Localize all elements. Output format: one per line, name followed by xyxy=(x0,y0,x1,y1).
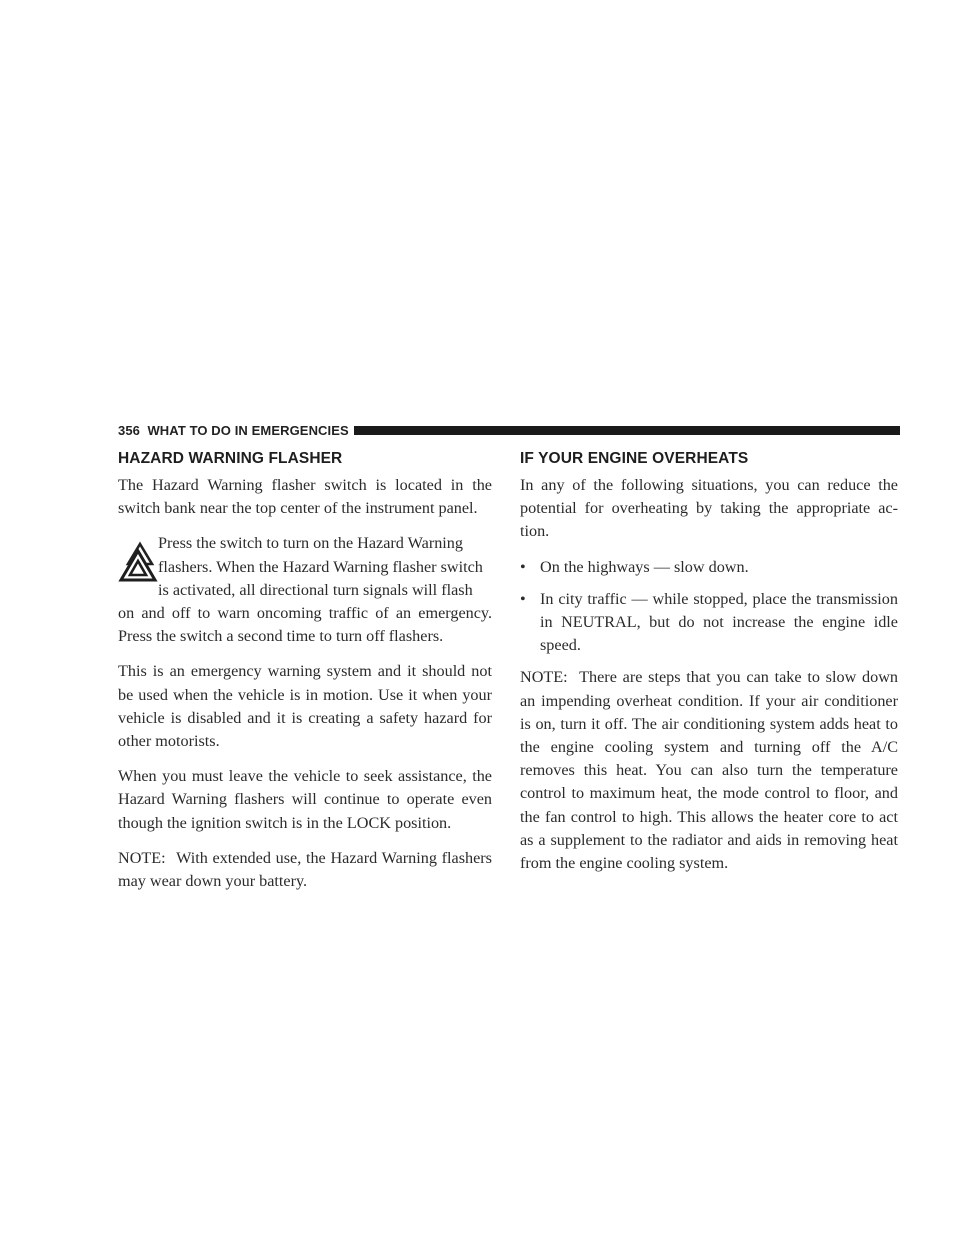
list-item: • On the highways — slow down. xyxy=(520,556,898,579)
left-column xyxy=(118,450,492,905)
overheat-note xyxy=(520,666,898,875)
warn-line-3: is activated, all directional turn signals will flash xyxy=(158,580,473,599)
hazard-intro: The Hazard Warning flasher switch is located in the switch bank near the top center of the instrument panel. xyxy=(118,476,492,518)
overheat-heading: IF YOUR ENGINE OVERHEATS xyxy=(520,450,749,467)
right-column xyxy=(520,450,898,887)
hazard-heading: HAZARD WARNING FLASHER xyxy=(118,450,343,467)
warn-line-1: Press the switch to turn on the Hazard Warning xyxy=(158,534,463,553)
note-label: NOTE: xyxy=(118,848,166,867)
running-head-label xyxy=(118,423,349,438)
overheat-bullet-list xyxy=(520,556,898,658)
header-rule xyxy=(354,426,900,435)
page-number: 356 xyxy=(118,422,140,438)
note-text: With extended use, the Hazard Warning flashers may wear down your battery. xyxy=(118,848,492,891)
section-title: WHAT TO DO IN EMERGENCIES xyxy=(147,422,349,438)
bullet-glyph: • xyxy=(520,557,526,576)
overheat-intro: In any of the following situations, you can reduce the potential for overheating by taking the appropriate ac-tion. xyxy=(520,476,898,541)
list-item: • In city traffic — while stopped, place the transmission in NEUTRAL, but do not increase the engine idle speed. xyxy=(520,589,898,655)
hazard-triangle-icon xyxy=(118,538,158,584)
note-label: NOTE: xyxy=(520,668,568,687)
warn-continuation: on and off to warn oncoming traffic of an emergency. Press the switch a second time to turn off flashers. xyxy=(118,604,492,646)
bullet-glyph: • xyxy=(520,589,526,608)
note-text: There are steps that you can take to slow down an impending overheat condition. If your air conditioner is on, turn it off. The air conditioning system adds heat to the engine cooling system and turning off the A/C removes this heat. You can also turn the temperature control to maximum heat, the mode control to floor, and the fan control to high. This allows the heater core to act as a supplement to the radiator and aids in removing heat from the engine cooling system. xyxy=(520,668,899,873)
running-head xyxy=(118,421,900,439)
hazard-para-3: When you must leave the vehicle to seek assistance, the Hazard Warning flashers will continue to operate even though the ignition switch is in the LOCK position. xyxy=(118,767,492,832)
warn-line-2: flashers. When the Hazard Warning flasher switch xyxy=(158,557,483,576)
hazard-warning-block xyxy=(118,532,492,648)
hazard-note xyxy=(118,847,492,893)
hazard-para-2: This is an emergency warning system and it should not be used when the vehicle is in motion. Use it when your vehicle is disabled and it is creating a safety hazard for other motorists. xyxy=(118,662,492,751)
